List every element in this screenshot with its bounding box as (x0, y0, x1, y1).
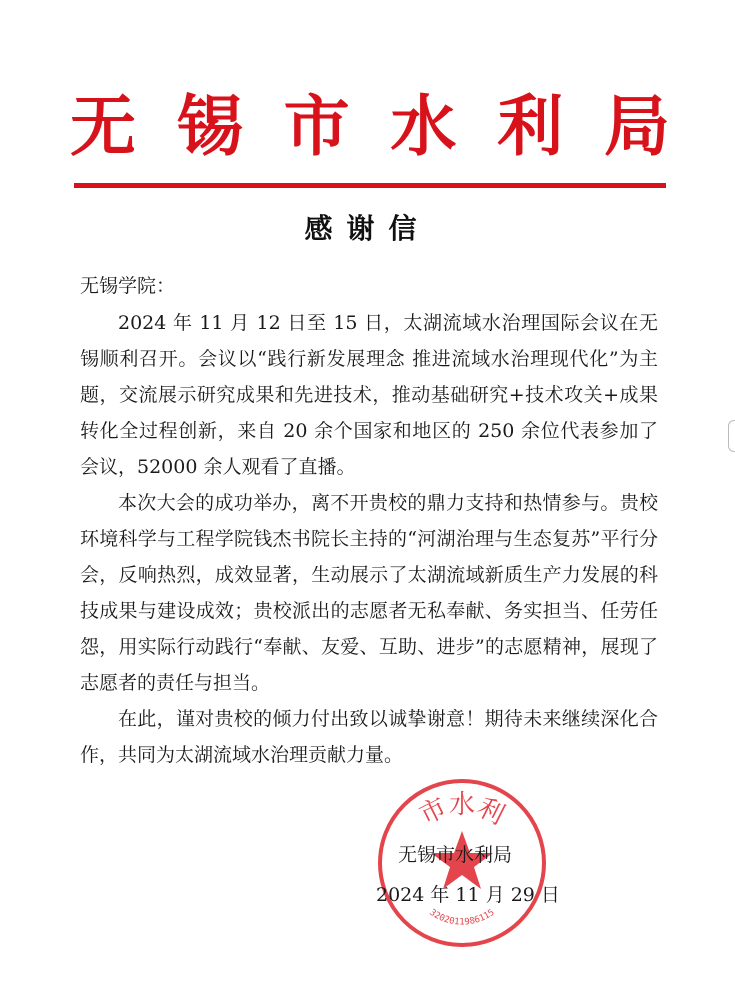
letterhead-char: 市 (283, 86, 350, 165)
document-title: 感谢信 (304, 212, 431, 245)
letterhead-divider (74, 183, 666, 188)
body-paragraph: 2024 年 11 月 12 日至 15 日，太湖流域水治理国际会议在无锡顺利召开。会议以“践行新发展理念 推进流域水治理现代化”为主题，交流展示研究成果和先进技术，推动基础研究+技术攻关+成果转化全过程创新，来自 20 余个国家和地区的 250 余位代表参加了会议，52000 余人观看了直播。 (80, 312, 658, 478)
signature-organization: 无锡市水利局 (398, 844, 513, 866)
signature-date: 2024 年 11 月 29 日 (376, 884, 560, 906)
letterhead-char: 水 (390, 86, 457, 165)
letterhead-char: 锡 (176, 86, 243, 165)
seal-top-text: 市水利 (414, 790, 510, 832)
letterhead-title (70, 80, 670, 165)
body-paragraph: 本次大会的成功举办，离不开贵校的鼎力支持和热情参与。贵校环境科学与工程学院钱杰书院长主持的“河湖治理与生态复苏”平行分会，反响热烈，成效显著，生动展示了太湖流域新质生产力发展的科技成果与建设成效；贵校派出的志愿者无私奉献、务实担当、任劳任怨，用实际行动践行“奉献、友爱、互助、进步”的志愿精神，展现了志愿者的责任与担当。 (80, 492, 658, 694)
seal-serial-number: 3202011986115 (427, 907, 497, 928)
salutation: 无锡学院： (80, 275, 176, 297)
letterhead-char: 局 (603, 86, 670, 165)
letterhead-char: 无 (70, 86, 136, 165)
letterhead-char: 利 (497, 86, 564, 165)
scan-edge-mark (728, 420, 735, 452)
letter-body (80, 305, 658, 773)
body-paragraph: 在此，谨对贵校的倾力付出致以诚挚谢意！期待未来继续深化合作，共同为太湖流域水治理贡献力量。 (80, 708, 658, 766)
